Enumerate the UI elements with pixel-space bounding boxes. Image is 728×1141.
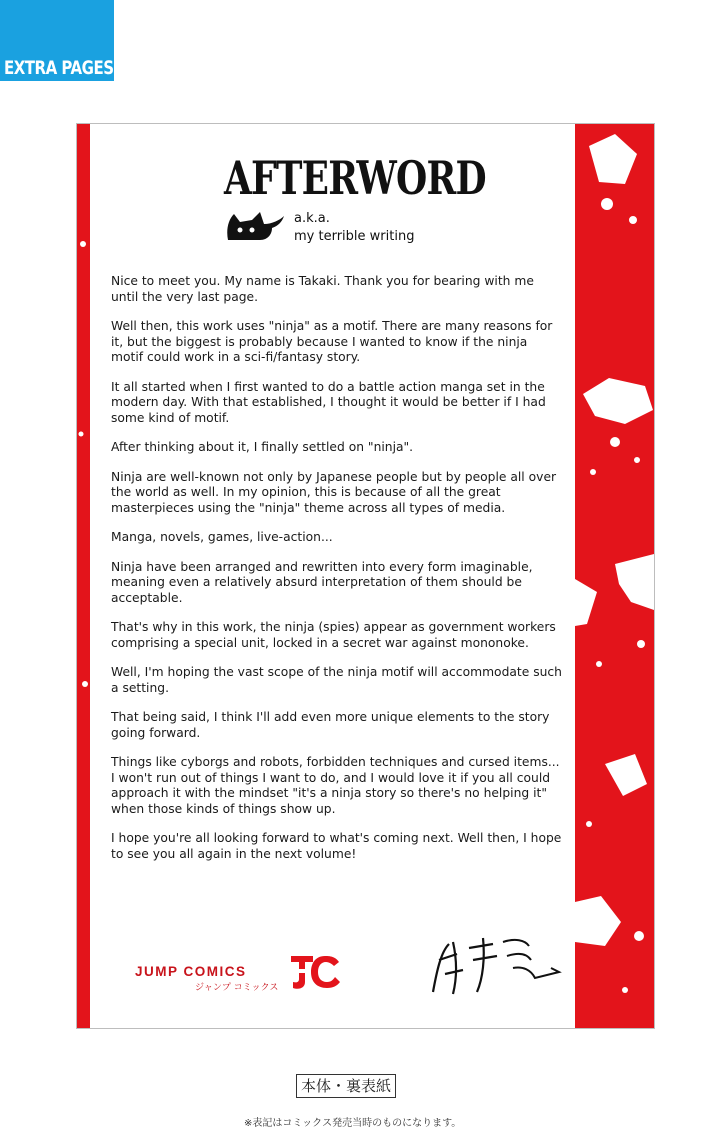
author-signature-icon [423, 930, 563, 1000]
paragraph: Nice to meet you. My name is Takaki. Thank you for bearing with me until the very last page. [111, 274, 534, 304]
paragraph: That's why in this work, the ninja (spies) appear as government workers comprising a special unit, locked in a secret war against mononoke. [111, 620, 556, 650]
paragraph: Well then, this work uses "ninja" as a motif. There are many reasons for it, but the biggest is probably because I wanted to know if the ninja motif could work in a sci-fi/fantasy story. [111, 319, 553, 364]
paragraph: After thinking about it, I finally settled on "ninja". [111, 440, 414, 454]
paragraph: Ninja are well-known not only by Japanese people but by people all over the world as well. In my opinion, this is because of all the great masterpieces using the "ninja" theme across all types of media. [111, 469, 557, 515]
red-paint-stripe-right [575, 124, 654, 1028]
jump-comics-name: JUMP COMICS [135, 964, 247, 979]
paragraph: Ninja have been arranged and rewritten into every form imaginable, meaning even a relatively absurd interpretation of them should be acceptable. [111, 559, 533, 605]
paragraph: It all started when I first wanted to do a battle action manga set in the modern day. With that established, I thought it would be better if I had some kind of motif. [111, 379, 546, 425]
cover-back-label: 本体・裏表紙 [296, 1074, 396, 1098]
afterword-subtitle: my terrible writing [294, 229, 415, 244]
red-paint-stripe-left [77, 124, 90, 1028]
afterword-body [111, 274, 563, 876]
jump-comics-label [135, 964, 278, 993]
paragraph: Things like cyborgs and robots, forbidden techniques and cursed items... I won't run out of things I want to do, and I would love it if you all could approach it with the mindset "it's a ninja story so there's no helping it" when those kinds of things show up. [111, 755, 560, 816]
paragraph: Well, I'm hoping the vast scope of the ninja motif will accommodate such a setting. [111, 665, 562, 695]
extra-pages-label: EXTRA PAGES [4, 56, 114, 79]
release-note: ※表記はコミックス発売当時のものになります。 [244, 1118, 462, 1129]
black-cat-icon [224, 212, 288, 242]
paragraph: I hope you're all looking forward to what's coming next. Well then, I hope to see you all again in the next volume! [111, 831, 562, 861]
paragraph: That being said, I think I'll add even more unique elements to the story going forward. [111, 710, 550, 740]
jump-comics-kana: ジャンプ コミックス [195, 983, 279, 993]
paragraph: Manga, novels, games, live-action... [111, 530, 333, 544]
extra-pages-tab [0, 0, 114, 81]
jump-comics-logo-icon [287, 952, 343, 992]
afterword-title: AFTERWORD [224, 151, 486, 205]
afterword-page [76, 123, 655, 1029]
aka-label: a.k.a. [294, 211, 330, 226]
afterword-aka [294, 210, 414, 246]
